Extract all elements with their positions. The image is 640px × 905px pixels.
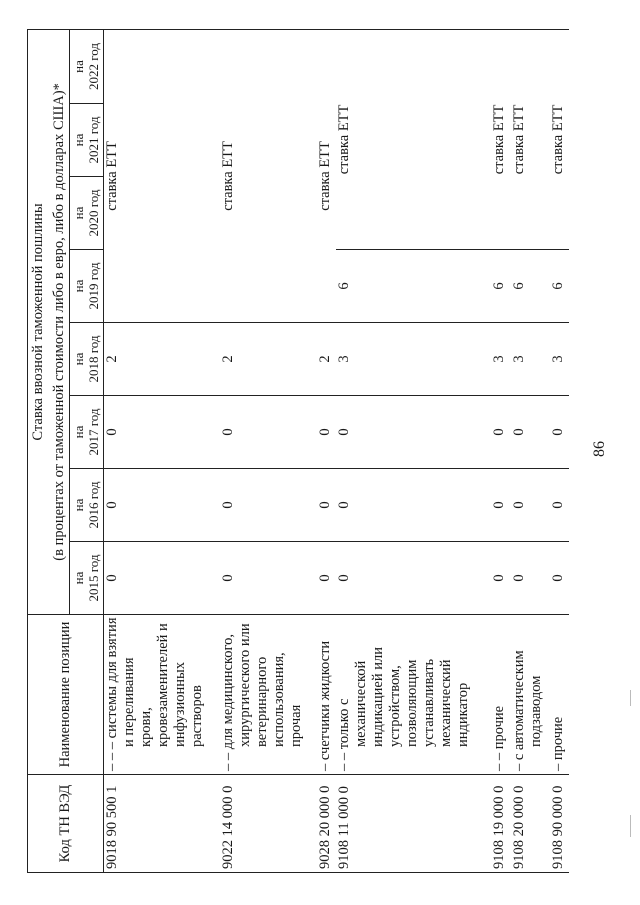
table-row: [491, 29, 510, 872]
code-value: 9108 19 000 0: [491, 785, 508, 869]
rate-value: 0: [549, 574, 566, 582]
header-code: Код ТН ВЭД: [28, 775, 104, 873]
cell-code: [103, 775, 220, 873]
header-year-label: 2017 год: [86, 408, 101, 456]
rate-value: 0: [510, 574, 527, 582]
name-line: устройством,: [387, 665, 404, 747]
cell-y2017: [550, 396, 569, 469]
name-line: прочая: [287, 704, 304, 747]
cell-y2019: [336, 250, 491, 323]
name-line: – с автоматическим: [510, 650, 527, 771]
tariff-table: [27, 29, 569, 873]
header-year-label: 2020 год: [86, 189, 101, 237]
rate-value: 0: [316, 428, 333, 436]
edge-mark: [630, 815, 631, 837]
ett-label: ставка ЕТТ: [316, 141, 333, 211]
rate-value: 0: [219, 574, 236, 582]
cell-y2018: [220, 323, 317, 396]
cell-y2016: [550, 469, 569, 542]
name-line: кровезаменителей и: [154, 623, 171, 747]
cell-y2019: [491, 250, 510, 323]
name-line: и переливания: [120, 657, 137, 747]
rate-value: 6: [336, 282, 353, 290]
header-year-na: на: [71, 279, 86, 293]
name-line: крови,: [137, 707, 154, 747]
rate-value: 6: [491, 282, 508, 290]
name-line: подзаводом: [527, 675, 544, 747]
header-year-4: [69, 250, 103, 323]
cell-y2018: [491, 323, 510, 396]
ett-label: ставка ЕТТ: [510, 104, 527, 175]
cell-y2019: [550, 250, 569, 323]
name-line: – – – системы для взятия: [103, 617, 120, 771]
cell-ett: [317, 29, 336, 322]
rate-value: 0: [510, 501, 527, 509]
edge-mark: [630, 690, 631, 706]
rate-value: 3: [549, 355, 566, 363]
rate-value: 0: [103, 574, 120, 582]
cell-name: [511, 615, 550, 775]
cell-y2015: [336, 542, 491, 615]
header-year-na: на: [71, 60, 86, 73]
rate-value: 6: [510, 282, 527, 290]
code-value: 9108 90 000 0: [549, 785, 566, 869]
header-year-label: 2021 год: [86, 116, 101, 164]
header-year-na: на: [71, 133, 86, 147]
cell-ett: [220, 29, 317, 322]
rate-value: 2: [103, 355, 120, 363]
table-row: [550, 29, 569, 872]
name-line: механической: [353, 660, 370, 747]
rate-value: 0: [219, 501, 236, 509]
page-number: 86: [591, 441, 608, 457]
cell-y2016: [491, 469, 510, 542]
name-line: устанавливать: [421, 658, 438, 747]
name-line: хирургического или: [236, 623, 253, 747]
header-name: Наименование позиции: [28, 615, 104, 775]
cell-name: [491, 615, 510, 775]
header-year-0: [69, 542, 103, 615]
rate-value: 0: [103, 428, 120, 436]
rate-value: 0: [336, 501, 353, 509]
cell-ett: [103, 29, 220, 322]
ett-label: ставка ЕТТ: [491, 104, 508, 175]
cell-y2018: [336, 323, 491, 396]
ett-label: ставка ЕТТ: [549, 104, 566, 175]
cell-name: [550, 615, 569, 775]
rate-value: 0: [491, 501, 508, 509]
ett-label: ставка ЕТТ: [219, 141, 236, 211]
rate-value: 0: [316, 574, 333, 582]
rate-value: 0: [549, 501, 566, 509]
name-line: ветеринарного: [253, 656, 270, 747]
cell-y2018: [550, 323, 569, 396]
cell-code: [550, 775, 569, 873]
header-rate-main: Ставка ввозной таможенной пошлины: [28, 29, 50, 614]
cell-ett: [336, 29, 491, 249]
cell-ett: [491, 29, 510, 249]
name-line: индикатор: [455, 682, 472, 747]
table-row: [220, 29, 317, 872]
cell-y2015: [103, 542, 220, 615]
header-year-5: [69, 177, 103, 250]
rate-value: 0: [336, 428, 353, 436]
rate-value: 0: [103, 501, 120, 509]
cell-name: [317, 615, 336, 775]
header-year-na: на: [71, 352, 86, 366]
ett-label: ставка ЕТТ: [103, 141, 120, 211]
cell-code: [220, 775, 317, 873]
cell-y2016: [317, 469, 336, 542]
header-year-na: на: [71, 425, 86, 439]
cell-y2015: [550, 542, 569, 615]
code-value: 9108 20 000 0: [510, 785, 527, 869]
rate-value: 0: [510, 428, 527, 436]
header-year-na: на: [71, 498, 86, 512]
rate-value: 2: [316, 355, 333, 363]
cell-code: [317, 775, 336, 873]
name-line: растворов: [188, 685, 205, 747]
cell-ett: [511, 29, 550, 249]
rate-value: 0: [491, 428, 508, 436]
table-row: [317, 29, 336, 872]
cell-y2017: [511, 396, 550, 469]
rate-value: 0: [219, 428, 236, 436]
table-row: [336, 29, 491, 872]
cell-y2015: [511, 542, 550, 615]
rate-value: 0: [549, 428, 566, 436]
header-year-3: [69, 323, 103, 396]
header-year-label: 2016 год: [86, 481, 101, 529]
name-line: – – для медицинского,: [219, 634, 236, 771]
tariff-table-sheet: [27, 30, 569, 873]
header-year-1: [69, 469, 103, 542]
header-year-label: 2015 год: [86, 554, 101, 602]
table-row: [103, 29, 220, 872]
cell-name: [336, 615, 491, 775]
cell-name: [103, 615, 220, 775]
cell-code: [336, 775, 491, 873]
cell-y2017: [220, 396, 317, 469]
rate-value: 3: [491, 355, 508, 363]
rate-value: 0: [491, 574, 508, 582]
cell-code: [491, 775, 510, 873]
cell-y2015: [317, 542, 336, 615]
rate-value: 2: [219, 355, 236, 363]
code-value: 9022 14 000 0: [219, 785, 236, 869]
cell-y2016: [220, 469, 317, 542]
cell-y2019: [511, 250, 550, 323]
header-year-label: 2019 год: [86, 262, 101, 310]
rate-value: 6: [549, 282, 566, 290]
cell-y2016: [336, 469, 491, 542]
name-line: позволяющим: [404, 659, 421, 747]
name-line: – прочие: [549, 716, 566, 771]
cell-y2017: [336, 396, 491, 469]
cell-y2015: [220, 542, 317, 615]
rate-value: 3: [510, 355, 527, 363]
code-value: 9108 11 000 0: [336, 786, 353, 869]
rate-value: 3: [336, 355, 353, 363]
cell-y2016: [511, 469, 550, 542]
rate-value: 0: [316, 501, 333, 509]
code-value: 9018 90 500 1: [103, 785, 120, 869]
cell-y2017: [491, 396, 510, 469]
cell-ett: [550, 29, 569, 249]
cell-y2018: [511, 323, 550, 396]
name-line: механический: [438, 659, 455, 747]
table-row: [511, 29, 550, 872]
header-year-7: [69, 29, 103, 103]
rate-value: 0: [336, 574, 353, 582]
cell-name: [220, 615, 317, 775]
header-rate-sub: (в процентах от таможенной стоимости либо в евро, либо в долларах США)*: [50, 29, 70, 614]
cell-y2018: [103, 323, 220, 396]
name-line: инфузионных: [171, 661, 188, 747]
name-line: использования,: [270, 652, 287, 747]
cell-y2015: [491, 542, 510, 615]
name-line: – – только с: [336, 698, 353, 771]
name-line: – – прочие: [491, 705, 508, 771]
rotated-table-wrapper: [27, 30, 569, 873]
header-year-na: на: [71, 206, 86, 220]
cell-y2018: [317, 323, 336, 396]
ett-label: ставка ЕТТ: [336, 104, 353, 175]
header-year-na: на: [71, 571, 86, 585]
header-year-6: [69, 104, 103, 177]
cell-y2017: [317, 396, 336, 469]
code-value: 9028 20 000 0: [316, 785, 333, 869]
header-year-label: 2022 год: [86, 42, 101, 90]
cell-code: [511, 775, 550, 873]
header-year-label: 2018 год: [86, 335, 101, 383]
cell-y2017: [103, 396, 220, 469]
cell-y2016: [103, 469, 220, 542]
name-line: индикацией или: [370, 646, 387, 747]
name-line: – счетчики жидкости: [316, 640, 333, 771]
header-year-2: [69, 396, 103, 469]
